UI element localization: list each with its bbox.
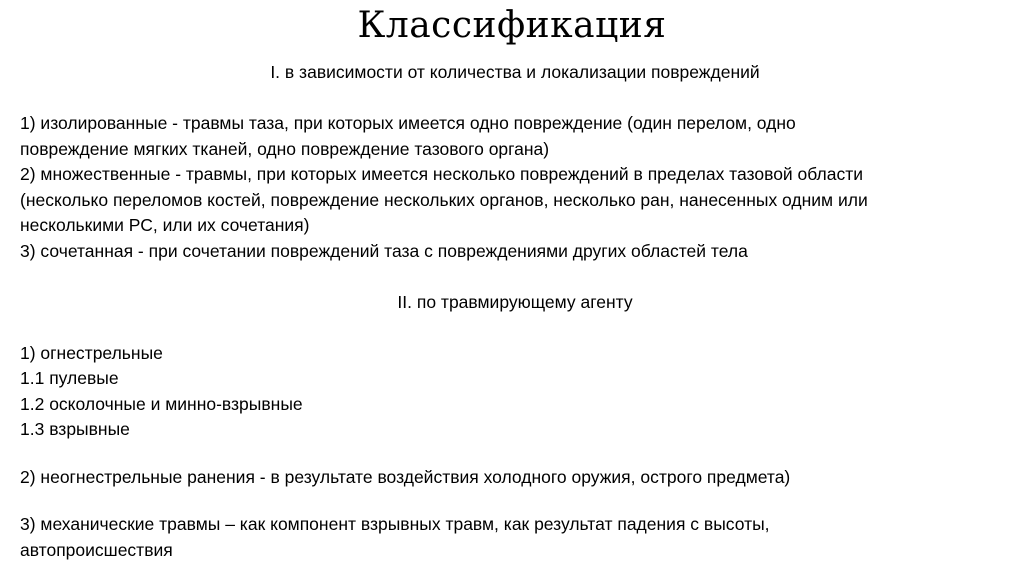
section2-heading: II. по травмирующему агенту — [397, 291, 633, 312]
section2-subitem-2: 1.2 осколочные и минно-взрывные — [20, 393, 303, 414]
section2-subitem-1: 1.1 пулевые — [20, 368, 119, 388]
spacer — [20, 490, 1010, 512]
spacer — [20, 86, 1010, 112]
section1-item-2-line-1: 2) множественные - травмы, при которых имеется несколько повреждений в пределах тазовой области — [20, 164, 864, 184]
slide-body — [20, 60, 1010, 563]
spacer — [20, 443, 1010, 465]
section2-item-2: 2) неогнестрельные ранения - в результате воздействия холодного оружия, острого предмета) — [20, 466, 791, 487]
spacer — [20, 315, 1010, 341]
section2-subitem-3: 1.3 взрывные — [20, 419, 130, 439]
section1-item-3-line-1: 3) сочетанная - при сочетании повреждений таза с повреждениями других областей тела — [20, 240, 748, 261]
section1-item-1-line-1: 1) изолированные - травмы таза, при которых имеется одно повреждение (один перелом, одно — [20, 113, 796, 133]
section2-item-1: 1) огнестрельные — [20, 342, 163, 363]
section1-item-2 — [20, 162, 1010, 239]
slide-title: Классификация — [357, 5, 667, 46]
section1-item-1-line-2: повреждение мягких тканей, одно повреждение тазового органа) — [20, 138, 550, 159]
section2-item-3-line-2: автопроисшествия — [20, 539, 173, 560]
spacer — [20, 264, 1010, 290]
section1-item-1 — [20, 111, 1010, 162]
section1-item-2-line-3: несколькими РС, или их сочетания) — [20, 215, 310, 235]
section1-heading: I. в зависимости от количества и локализации повреждений — [270, 62, 760, 82]
section1-item-3 — [20, 239, 1010, 265]
section2-item-3-line-1: 3) механические травмы – как компонент взрывных травм, как результат падения с высоты, — [20, 514, 770, 534]
section1-item-2-line-2: (несколько переломов костей, повреждение нескольких органов, несколько ран, нанесенных одним или — [20, 189, 868, 210]
